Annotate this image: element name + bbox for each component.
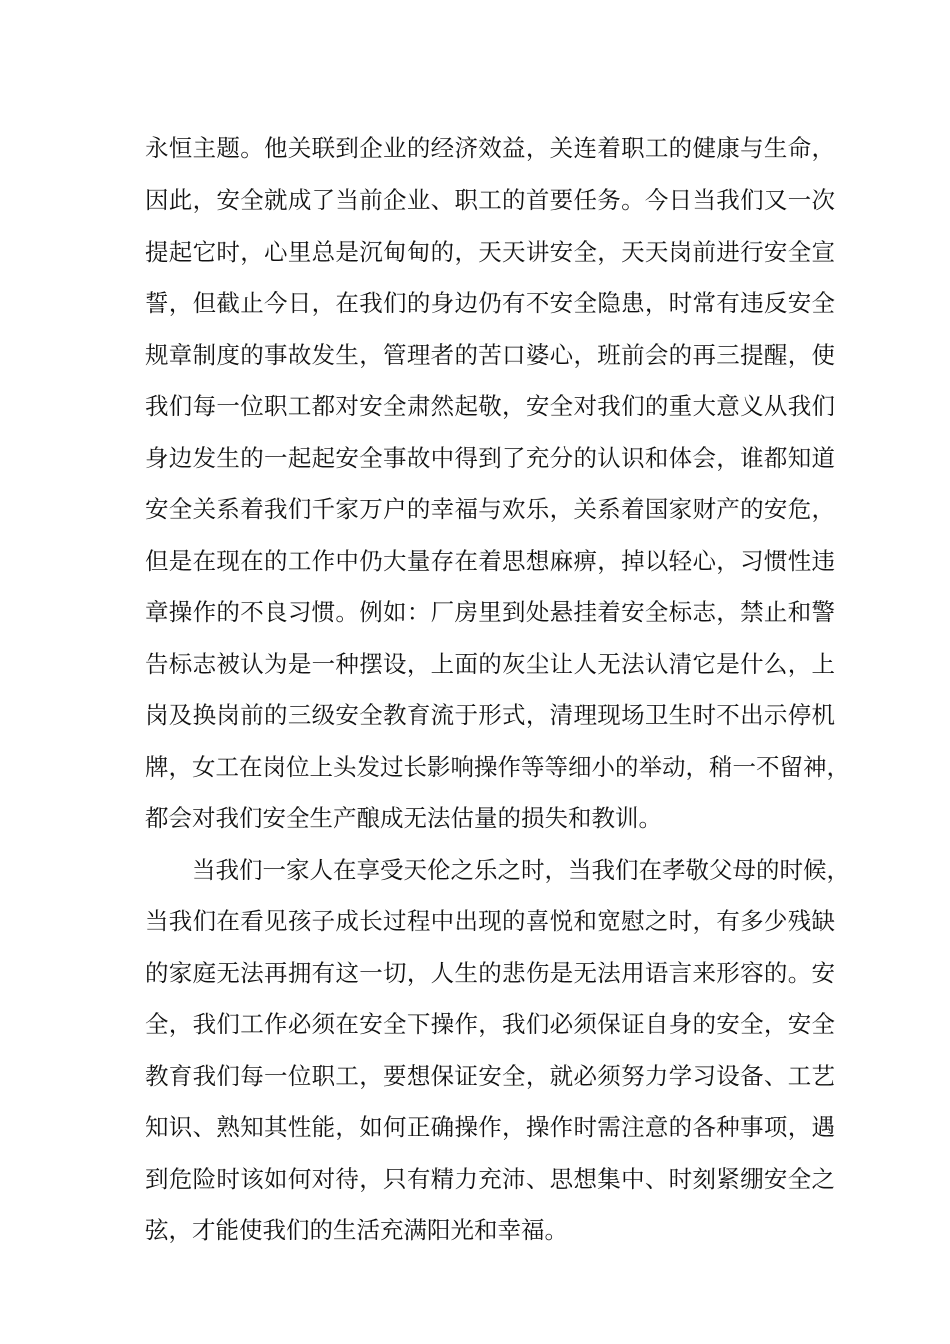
text-line: 誓，但截止今日，在我们的身边仍有不安全隐患，时常有违反安全	[145, 289, 835, 317]
text-line: 知识、熟知其性能，如何正确操作，操作时需注意的各种事项，遇	[145, 1113, 835, 1141]
text-line: 的家庭无法再拥有这一切，人生的悲伤是无法用语言来形容的。安	[145, 959, 835, 987]
text-line: 章操作的不良习惯。例如：厂房里到处悬挂着安全标志，禁止和警	[145, 598, 835, 626]
text-line: 到危险时该如何对待，只有精力充沛、思想集中、时刻紧绷安全之	[145, 1165, 835, 1193]
text-line: 教育我们每一位职工，要想保证安全，就必须努力学习设备、工艺	[145, 1062, 835, 1090]
text-line: 但是在现在的工作中仍大量存在着思想麻痹，掉以轻心，习惯性违	[145, 547, 835, 575]
text-line: 牌，女工在岗位上头发过长影响操作等等细小的举动，稍一不留神，	[145, 753, 850, 781]
text-line: 当我们一家人在享受天伦之乐之时，当我们在孝敬父母的时候，	[192, 856, 850, 884]
text-line: 岗及换岗前的三级安全教育流于形式，清理现场卫生时不出示停机	[145, 701, 835, 729]
text-line: 当我们在看见孩子成长过程中出现的喜悦和宽慰之时，有多少残缺	[145, 907, 835, 935]
text-line: 告标志被认为是一种摆设，上面的灰尘让人无法认清它是什么，上	[145, 650, 835, 678]
text-line: 都会对我们安全生产酿成无法估量的损失和教训。	[145, 804, 662, 832]
text-line: 全，我们工作必须在安全下操作，我们必须保证自身的安全，安全	[145, 1010, 835, 1038]
text-line: 因此，安全就成了当前企业、职工的首要任务。今日当我们又一次	[145, 186, 835, 214]
text-line: 弦，才能使我们的生活充满阳光和幸福。	[145, 1216, 568, 1244]
text-line: 我们每一位职工都对安全肃然起敬，安全对我们的重大意义从我们	[145, 392, 835, 420]
text-line: 永恒主题。他关联到企业的经济效益，关连着职工的健康与生命，	[145, 134, 835, 162]
text-line: 提起它时，心里总是沉甸甸的，天天讲安全，天天岗前进行安全宣	[145, 238, 835, 266]
text-line: 规章制度的事故发生，管理者的苦口婆心，班前会的再三提醒，使	[145, 341, 835, 369]
text-line: 安全关系着我们千家万户的幸福与欢乐，关系着国家财产的安危，	[145, 495, 835, 523]
text-line: 身边发生的一起起安全事故中得到了充分的认识和体会，谁都知道	[145, 444, 835, 472]
